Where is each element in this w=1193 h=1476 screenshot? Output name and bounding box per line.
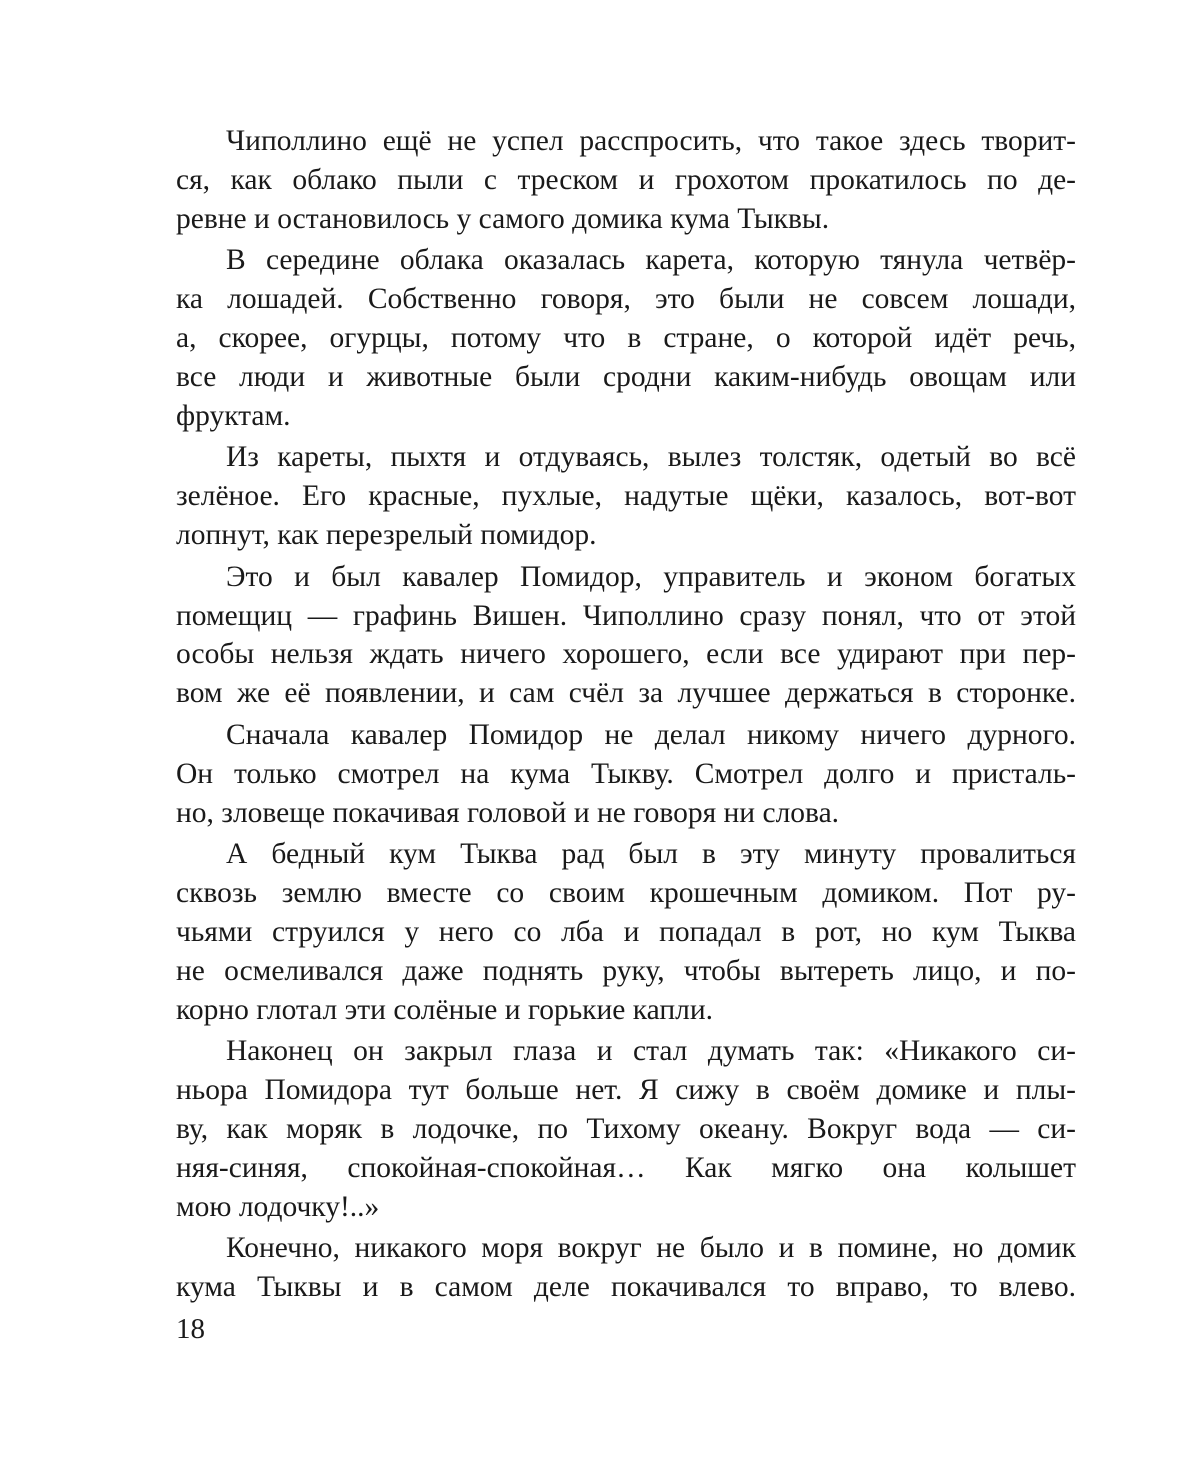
paragraph [176,716,1076,832]
text-line: корно глотал эти солёные и горькие капли. [176,993,714,1026]
text-line: фруктам. [176,399,291,432]
text-line: а, скорее, огурцы, потому что в стране, о которой идёт речь, [176,321,1076,354]
paragraph [176,558,1076,713]
text-line: ка лошадей. Собственно говоря, это были не совсем лошади, [176,283,1076,316]
text-line: сквозь землю вместе со своим крошечным домиком. Пот ру- [176,877,1076,910]
text-line: все люди и животные были сродни каким-нибудь овощам или [176,360,1076,393]
text-line: ву, как моряк в лодочке, по Тихому океану. Вокруг вода — си- [176,1112,1076,1145]
body-text [176,122,1076,1307]
text-line: Из кареты, пыхтя и отдуваясь, вылез толстяк, одетый во всё [226,441,1076,474]
text-line: помещиц — графинь Вишен. Чиполлино сразу понял, что от этой [176,599,1076,632]
text-line: Конечно, никакого моря вокруг не было и в помине, но домик [226,1232,1076,1265]
text-line: особы нельзя ждать ничего хорошего, если все удирают при пер- [176,638,1076,671]
text-line: ньора Помидора тут больше нет. Я сижу в своём домике и плы- [176,1074,1076,1107]
text-line: А бедный кум Тыква рад был в эту минуту провалиться [226,838,1076,871]
text-line: не осмеливался даже поднять руку, чтобы вытереть лицо, и по- [176,954,1076,987]
page-number: 18 [176,1313,205,1345]
text-line: Это и был кавалер Помидор, управитель и эконом богатых [226,560,1076,593]
text-line: Сначала кавалер Помидор не делал никому ничего дурного. [226,718,1076,751]
text-line: зелёное. Его красные, пухлые, надутые щёки, казалось, вот-вот [176,480,1076,513]
text-line: Чиполлино ещё не успел расспросить, что такое здесь творит- [226,125,1076,157]
text-line: кума Тыквы и в самом деле покачивался то вправо, то влево. [176,1271,1076,1304]
text-line: но, зловеще покачивая головой и не говоря ни слова. [176,796,840,829]
text-line: ревне и остановилось у самого домика кума Тыквы. [176,202,830,235]
paragraph [176,1032,1076,1226]
text-line: мою лодочку!..» [176,1190,380,1223]
text-line: няя-синяя, спокойная-спокойная… Как мягко она колышет [176,1151,1076,1184]
text-line: чьями струился у него со лба и попадал в рот, но кум Тыква [176,915,1076,948]
text-line: Наконец он закрыл глаза и стал думать так: «Никакого си- [226,1035,1076,1068]
paragraph [176,241,1076,435]
paragraph [176,438,1076,554]
paragraph [176,1229,1076,1307]
text-line: лопнут, как перезрелый помидор. [176,518,597,551]
text-line: ся, как облако пыли с треском и грохотом прокатилось по де- [176,163,1076,196]
text-line: вом же её появлении, и сам счёл за лучшее держаться в сторонке. [176,677,1076,710]
text-line: В середине облака оказалась карета, которую тянула четвёр- [226,244,1076,277]
paragraph [176,835,1076,1029]
text-line: Он только смотрел на кума Тыкву. Смотрел долго и присталь- [176,757,1076,790]
paragraph [176,122,1076,238]
